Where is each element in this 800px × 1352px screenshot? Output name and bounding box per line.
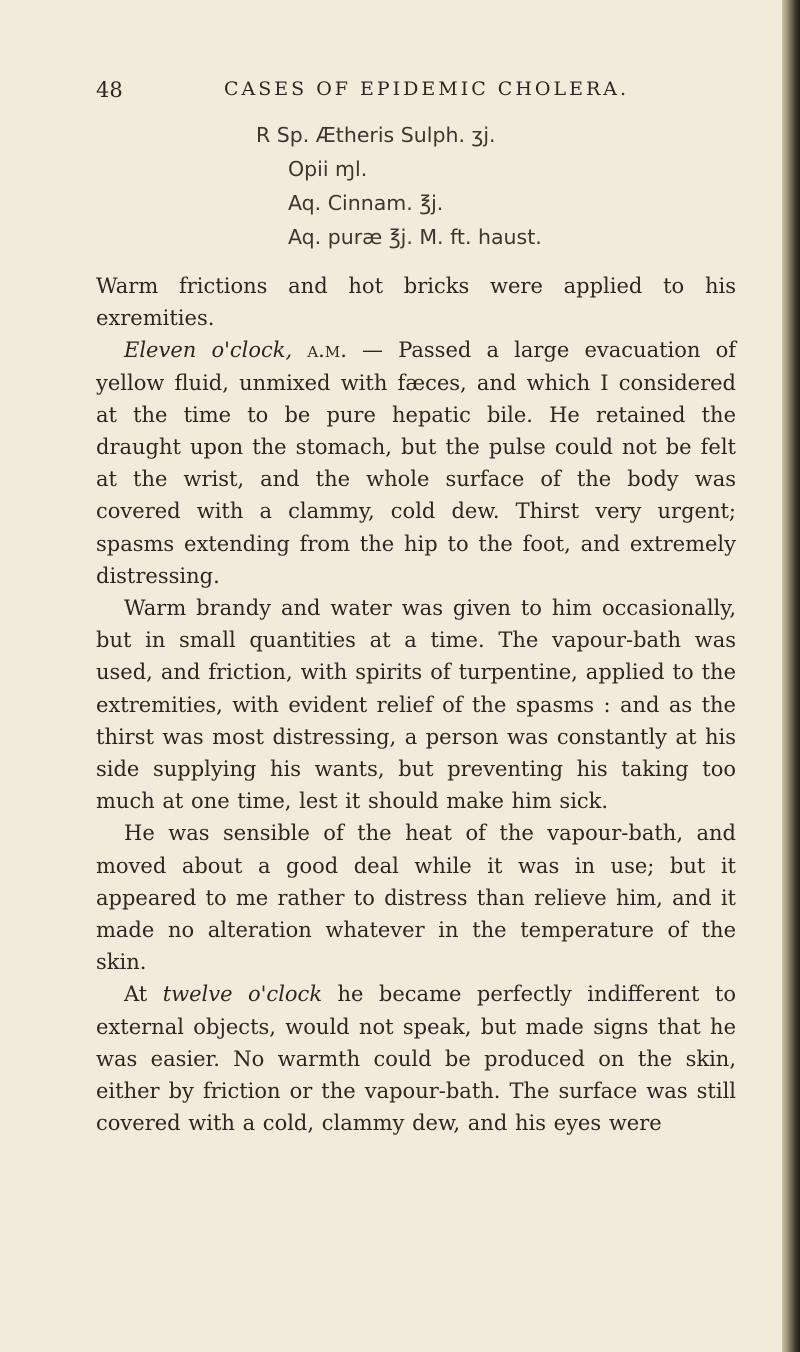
paragraph	[96, 334, 736, 592]
time-suffix: a.m.	[307, 338, 347, 363]
body-text	[96, 270, 736, 1139]
paragraph	[96, 978, 736, 1139]
prescription	[256, 118, 542, 254]
prescription-line: Opii ɱl.	[288, 157, 368, 181]
paragraph-text: — Passed a large evacuation of yellow fluid, unmixed with fæces, and which I considered at the time to be pure hepatic bile. He retained the draught upon the stomach, but the pulse could not be felt at the wrist, and the whole surface of the body was covered with a clammy, cold dew. Thirst very urgent; spasms extending from the hip to the foot, and extremely distressing.	[96, 338, 736, 588]
paragraph-text: At	[124, 982, 163, 1007]
paragraph: Warm brandy and water was given to him occasionally, but in small quantities at a time. The vapour-bath was used, and friction, with spirits of turpentine, applied to the extremities, with evident relief of the spasms : and as the thirst was most distressing, a person was constantly at his side supplying his wants, but preventing his taking too much at one time, lest it should make him sick.	[96, 596, 736, 814]
prescription-line: R Sp. Ætheris Sulph. ʒj.	[256, 123, 496, 147]
running-head: CASES OF EPIDEMIC CHOLERA.	[224, 78, 630, 100]
paragraph-text: he became perfectly indifferent to external objects, would not speak, but made signs that he was easier. No warmth could be produced on the skin, either by friction or the vapour-bath. The surface was still covered with a cold, clammy dew, and his eyes were	[96, 982, 736, 1136]
page-number: 48	[96, 78, 123, 102]
paragraph: He was sensible of the heat of the vapour-bath, and moved about a good deal while it was in use; but it appeared to me rather to distress than relieve him, and it made no alteration whatever in the temperature of the skin.	[96, 821, 736, 975]
time-heading: twelve o'clock	[162, 982, 323, 1007]
paragraph: Warm frictions and hot bricks were applied to his exremities.	[96, 274, 736, 331]
time-heading: Eleven o'clock,	[124, 338, 293, 363]
page-edge	[782, 0, 800, 1352]
prescription-line: Aq. puræ ℥j. M. ft. haust.	[288, 225, 542, 249]
prescription-line: Aq. Cinnam. ℥j.	[288, 191, 444, 215]
